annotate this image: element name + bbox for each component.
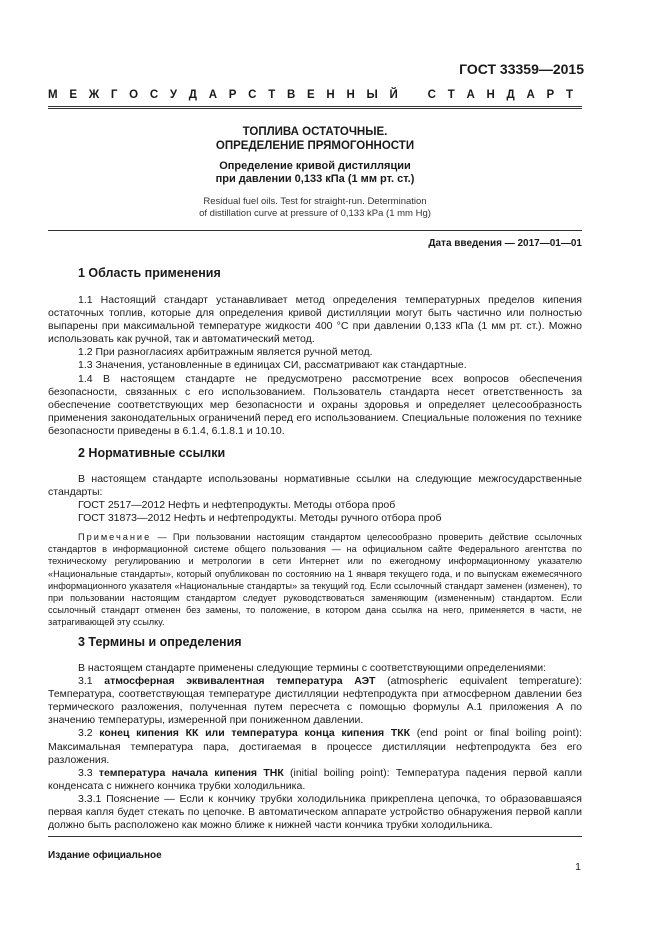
term-3-3-number: 3.3 (78, 766, 99, 779)
paragraph-1-3: 1.3 Значения, установленные в единицах СИ, рассматривают как стандартные. (78, 359, 467, 372)
banner-letter: А (466, 89, 475, 101)
term-3-3 (48, 767, 582, 793)
paragraph-1-1: 1.1 Настоящий стандарт устанавливает метод определения температурных пределов кипения остаточных топлив, которые для определения кривой дистилляции могут быть частично или полностью выпарены при максимальной температуре жидкости 400 °С при давлении 0,133 кПа (1 мм рт. ст.). Можно использовать как ручной, так и автоматический метод. (48, 294, 582, 346)
document-subtitle (48, 160, 582, 186)
section-3-body (48, 662, 582, 832)
term-3-1-name: атмосферная эквивалентная температура АЭТ (104, 675, 376, 688)
term-3-3-definition: (initial boiling point): Температура падения первой капли конденсата с нижнего кончика трубки холодильника. (48, 766, 582, 792)
footer-rule (48, 836, 582, 837)
title-rule (48, 230, 582, 231)
banner-letter: Н (346, 89, 355, 101)
term-3-1-number: 3.1 (78, 675, 105, 688)
standard-number: ГОСТ 33359—2015 (459, 61, 584, 77)
header-rule-top (48, 106, 582, 107)
interstate-standard-banner (48, 89, 573, 101)
banner-letter: Н (326, 89, 335, 101)
banner-letter: Г (110, 89, 118, 101)
note-text: — При пользовании настоящим стандартом целесообразно проверить действие ссылочных стандартов в информационной системе общего пользования — на официальном сайте Федерального агентства по техническому регулированию и метрологии в сети Интернет или по ежегодному информационному указателю «Национальные стандарты», который опубликован по состоянию на 1 января текущего года, и по выпускам ежемесячного информационного указателя «Национальные стандарты» за текущий год. Если ссылочный стандарт заменен (изменен), то при пользовании настоящим стандартом следует руководствоваться заменяющим (измененным) стандартом. Если ссылочный стандарт отменен без замены, то положение, в котором дана ссылка на него, применяется в части, не затрагивающей эту ссылку. (48, 532, 582, 628)
banner-letter: Р (228, 89, 237, 101)
banner-letter: Р (546, 89, 555, 101)
english-title-line-2: of distillation curve at pressure of 0,133 kPa (1 mm Hg) (199, 208, 431, 219)
section-2-heading: 2 Нормативные ссылки (78, 446, 226, 460)
banner-letter: С (248, 89, 257, 101)
banner-letter: М (48, 89, 58, 101)
banner-letter: Т (447, 89, 455, 101)
banner-letter: С (149, 89, 159, 101)
paragraph-1-2: 1.2 При разногласиях арбитражным является ручной метод. (78, 346, 373, 359)
banner-letter: Е (69, 89, 77, 101)
term-3-3-1-explanation: 3.3.1 Пояснение — Если к кончику трубки холодильника прикреплена цепочка, то образовавшаяся первая капля будет стекать по цепочке. В автоматическом аппарате устройство обнаружения первой капли должно быть расположено как можно ближе к нижней части кончика трубки холодильника. (48, 792, 582, 832)
section-1-body (48, 294, 582, 438)
section-2-body (48, 473, 582, 525)
official-edition-label: Издание официальное (48, 850, 162, 861)
banner-letter: В (286, 89, 296, 101)
title-line-2: ОПРЕДЕЛЕНИЕ ПРЯМОГОННОСТИ (215, 140, 415, 152)
section-3-heading: 3 Термины и определения (78, 635, 242, 649)
term-3-2 (48, 727, 582, 766)
banner-letter: Ж (88, 89, 100, 101)
section-2-note (48, 531, 582, 629)
introduction-date: Дата введения — 2017—01—01 (428, 238, 582, 249)
term-3-2-definition: (end point or final boiling point): Максимальная температура пара, достигаемая в процессе дистилляции нефтепродукта без его разложения. (48, 727, 582, 766)
banner-letter: А (526, 89, 535, 101)
banner-letter: О (129, 89, 139, 101)
term-3-1-definition: (atmospheric equivalent temperature): Температура, соответствующая температуре дистилляции нефтепродукта при атмосферном давлении без термического разложения, полученная путем пересчета с помощью формулы А.1 приложения А по значению температуры, измеренной при пониженном давлении. (48, 675, 583, 727)
term-3-2-name: конец кипения КК или температура конца кипения ТКК (99, 727, 411, 740)
page-number: 1 (575, 861, 581, 873)
banner-letter: А (208, 89, 218, 101)
banner-letter: Й (389, 89, 398, 101)
banner-letter: С (427, 89, 436, 101)
reference-2: ГОСТ 31873—2012 Нефть и нефтепродукты. Методы ручного отбора проб (78, 512, 442, 525)
banner-letter: Ы (366, 89, 378, 101)
banner-letter: Д (188, 89, 197, 101)
paragraph-3-intro: В настоящем стандарте применены следующие термины с соответствующими определениями: (78, 662, 547, 674)
banner-letter: Е (307, 89, 315, 101)
banner-letter (410, 89, 416, 101)
banner-letter: Н (486, 89, 495, 101)
subtitle-line-2: при давлении 0,133 кПа (1 мм рт. ст.) (215, 173, 415, 185)
title-line-1: ТОПЛИВА ОСТАТОЧНЫЕ. (242, 126, 388, 138)
term-3-1 (48, 675, 582, 727)
banner-letter: Т (268, 89, 276, 101)
english-title-line-1: Residual fuel oils. Test for straight-run. Determination (203, 196, 427, 207)
paragraph-2-1: В настоящем стандарте использованы нормативные ссылки на следующие межгосударственные стандарты: (48, 473, 582, 499)
term-3-2-number: 3.2 (78, 727, 100, 740)
note-label: Примечание (78, 532, 152, 542)
banner-letter: Т (565, 89, 573, 101)
english-title (48, 196, 582, 220)
document-title (48, 125, 582, 153)
banner-letter: Д (506, 89, 515, 101)
term-3-3-name: температура начала кипения ТНК (98, 766, 284, 779)
reference-1: ГОСТ 2517—2012 Нефть и нефтепродукты. Методы отбора проб (78, 499, 396, 512)
subtitle-line-1: Определение кривой дистилляции (219, 160, 411, 172)
banner-letter: У (169, 89, 178, 101)
paragraph-1-4: 1.4 В настоящем стандарте не предусмотрено рассмотрение всех вопросов обеспечения безопасности, связанных с его использованием. Пользователь стандарта несет ответственность за обеспечение соответствующих мер безопасности и охраны здоровья и определяет целесообразность применения законодательных ограничений перед его использованием. Специальные положения по технике безопасности приведены в 6.1.4, 6.1.8.1 и 10.10. (48, 372, 582, 437)
header-rule-bottom (48, 108, 582, 109)
section-1-heading: 1 Область применения (78, 266, 221, 280)
